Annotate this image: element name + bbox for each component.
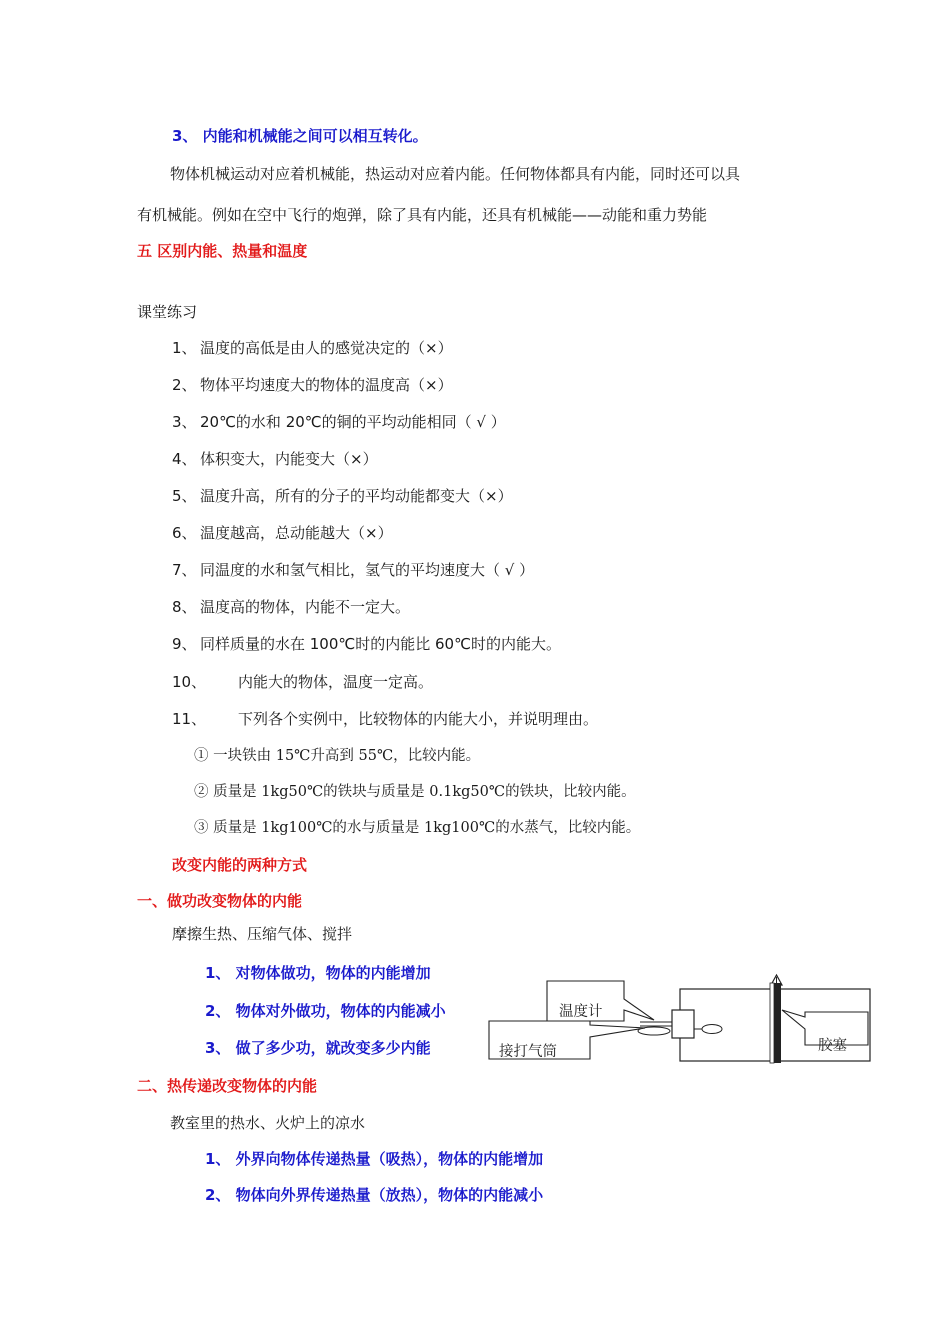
item-text: 同温度的水和氢气相比，氢气的平均速度大（ √ ） — [200, 561, 535, 579]
exercise-item — [172, 597, 410, 617]
change-methods-heading: 改变内能的两种方式 — [172, 856, 308, 874]
section-5-heading — [137, 241, 307, 261]
item-number: 1、 — [172, 339, 197, 357]
stopper-label: 胶塞 — [818, 1038, 847, 1054]
callout-thermometer — [547, 981, 654, 1021]
paragraph-line-2: 有机械能。例如在空中飞行的炮弹，除了具有内能，还具有机械能——动能和重力势能 — [137, 206, 708, 224]
item-text: 同样质量的水在 100℃时的内能比 60℃时的内能大。 — [200, 635, 561, 653]
work-examples: 摩擦生热、压缩气体、搅拌 — [172, 925, 353, 943]
thermometer-label: 温度计 — [559, 1004, 603, 1020]
item-text: 温度越高，总动能越大（×） — [200, 524, 393, 542]
thermometer-bulb — [702, 1025, 722, 1034]
exercise-item — [172, 486, 513, 506]
exercise-item — [172, 560, 534, 580]
item-number: 6、 — [172, 524, 197, 542]
exercise-item — [172, 338, 453, 358]
sub-question: ② 质量是 1kg50℃的铁块与质量是 0.1kg50℃的铁块，比较内能。 — [194, 784, 636, 800]
item-number: 11、 — [172, 710, 207, 728]
section-5-heading-part-a: 五 区别内能、 — [137, 242, 233, 260]
work-heading: 一、做功改变物体的内能 — [137, 892, 303, 910]
work-point: 2、 物体对外做功，物体的内能减小 — [205, 1002, 446, 1020]
item-number: 5、 — [172, 487, 197, 505]
item-text: 20℃的水和 20℃的铜的平均动能相同（ √ ） — [200, 413, 506, 431]
sub-question: ③ 质量是 1kg100℃的水与质量是 1kg100℃的水蒸气，比较内能。 — [194, 820, 641, 836]
item-text: 温度升高，所有的分子的平均动能都变大（×） — [200, 487, 513, 505]
exercise-item — [172, 523, 393, 543]
work-point: 3、 做了多少功，就改变多少内能 — [205, 1039, 431, 1057]
exercise-item — [172, 375, 453, 395]
item-number: 2、 — [172, 376, 197, 394]
valve-body — [672, 1010, 694, 1038]
item-text: 物体平均速度大的物体的温度高（×） — [200, 376, 453, 394]
exercise-item — [172, 634, 561, 654]
item-text: 下列各个实例中，比较物体的内能大小，并说明理由。 — [238, 710, 599, 728]
stopper-rod — [770, 975, 782, 1063]
sub-question: ① 一块铁由 15℃升高到 55℃，比较内能。 — [194, 748, 481, 764]
point-3-heading: 3、 内能和机械能之间可以相互转化。 — [172, 127, 428, 145]
experiment-diagram — [480, 965, 880, 1075]
exercise-item — [172, 449, 378, 469]
item-number: 3、 — [172, 413, 197, 431]
item-text: 体积变大，内能变大（×） — [200, 450, 378, 468]
heat-point: 2、 物体向外界传递热量（放热），物体的内能减小 — [205, 1186, 544, 1204]
paragraph-line-1: 物体机械运动对应着机械能，热运动对应着内能。任何物体都具有内能，同时还可以具 — [170, 165, 741, 183]
item-number: 10、 — [172, 673, 207, 691]
heat-point: 1、 外界向物体传递热量（吸热），物体的内能增加 — [205, 1150, 544, 1168]
item-number: 4、 — [172, 450, 197, 468]
exercise-item — [172, 709, 598, 729]
exercise-item — [172, 412, 506, 432]
heat-transfer-heading: 二、热传递改变物体的内能 — [137, 1077, 318, 1095]
item-text: 温度高的物体，内能不一定大。 — [200, 598, 411, 616]
pump-label: 接打气筒 — [499, 1044, 557, 1060]
exercise-item — [172, 672, 433, 692]
item-number: 7、 — [172, 561, 197, 579]
work-point: 1、 对物体做功，物体的内能增加 — [205, 964, 431, 982]
heat-examples: 教室里的热水、火炉上的凉水 — [170, 1114, 366, 1132]
callout-pump — [489, 1021, 645, 1060]
item-text: 温度的高低是由人的感觉决定的（×） — [200, 339, 453, 357]
item-number: 9、 — [172, 635, 197, 653]
item-text: 内能大的物体，温度一定高。 — [238, 673, 434, 691]
item-number: 8、 — [172, 598, 197, 616]
section-5-heading-part-b: 热量和温度 — [232, 242, 308, 260]
exercise-title: 课堂练习 — [137, 303, 198, 321]
